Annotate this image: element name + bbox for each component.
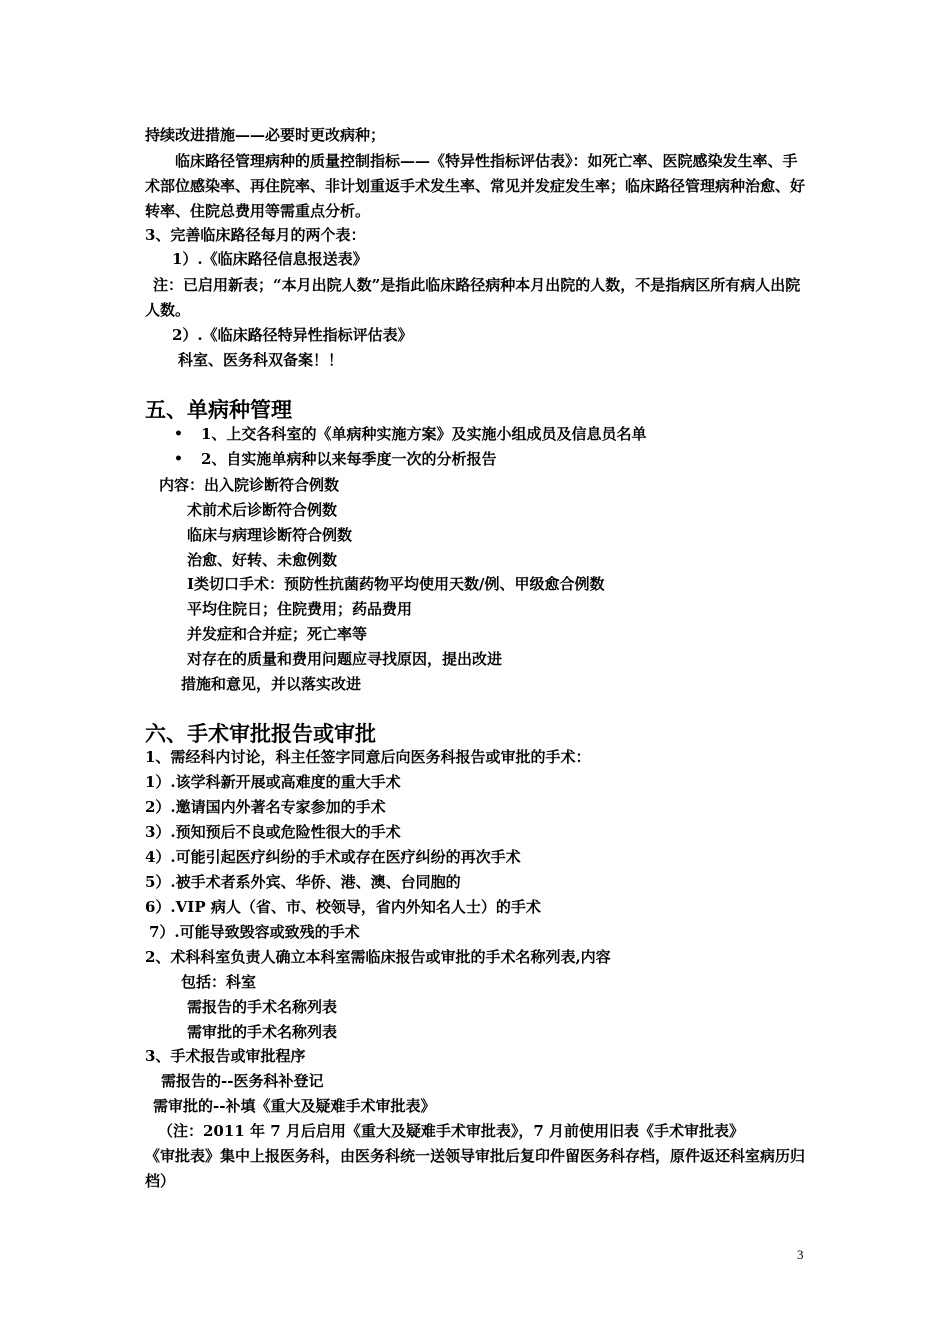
section6-item3-approve: 需审批的--补填《重大及疑难手术审批表》: [153, 1097, 436, 1115]
page-number: 3: [797, 1247, 804, 1262]
section6-list-item: 7）.可能导致毁容或致残的手术: [149, 923, 360, 941]
item3-sub2: 2）.《临床路径特异性指标评估表》: [172, 326, 413, 344]
section5-content-last: 措施和意见，并以落实改进: [181, 675, 362, 693]
section5-bullet: 2、自实施单病种以来每季度一次的分析报告: [201, 450, 497, 468]
section6-list-item: 4）.可能引起医疗纠纷的手术或存在医疗纠纷的再次手术: [145, 848, 521, 866]
section6-item2-include: 包括：科室: [181, 973, 257, 991]
section6-title: 六、手术审批报告或审批: [145, 721, 376, 746]
section5-title: 五、单病种管理: [145, 397, 292, 422]
section5-content-item: 临床与病理诊断符合例数: [187, 526, 353, 544]
bullet-dot: •: [174, 451, 183, 467]
item3-filing: 科室、医务科双备案！！: [178, 351, 344, 369]
section6-list-item: 1）.该学科新开展或高难度的重大手术: [145, 773, 401, 791]
section5-content-item: 术前术后诊断符合例数: [187, 501, 338, 519]
section5-content-item: 治愈、好转、未愈例数: [187, 551, 338, 569]
section6-item2-list: 需报告的手术名称列表: [187, 998, 338, 1016]
section5-content-item: 并发症和合并症；死亡率等: [187, 625, 368, 643]
section6-list-item: 3）.预知预后不良或危险性很大的手术: [145, 823, 401, 841]
section5-content-item: 平均住院日；住院费用；药品费用: [187, 600, 413, 618]
section5-content-label: 内容：出入院诊断符合例数: [159, 476, 340, 494]
section5-content-item: 对存在的质量和费用问题应寻找原因，提出改进: [187, 650, 503, 668]
section6-item3: 3、手术报告或审批程序: [145, 1047, 306, 1065]
section5-content-item: Ⅰ类切口手术：预防性抗菌药物平均使用天数/例、甲级愈合例数: [187, 575, 605, 593]
section6-item3-note: （注：2011 年 7 月后启用《重大及疑难手术审批表》，7 月前使用旧表《手术审批表》: [158, 1122, 745, 1140]
indicators-paragraph: 临床路径管理病种的质量控制指标——《特异性指标评估表》：如死亡率、医院感染发生率、手术部位感染率、再住院率、非计划重返手术发生率、常见并发症发生率；临床路径管理病种治愈、好转率、住院总费用等需重点分析。: [145, 152, 806, 220]
item3-sub1: 1）.《临床路径信息报送表》: [172, 250, 368, 268]
item3-title: 3、完善临床路径每月的两个表：: [145, 226, 366, 244]
section6-item3-note: 《审批表》集中上报医务科，由医务科统一送领导审批后复印件留医务科存档，原件返还科室病历归档）: [145, 1147, 806, 1190]
section5-bullet: 1、上交各科室的《单病种实施方案》及实施小组成员及信息员名单: [201, 425, 647, 443]
item3-note: 注：已启用新表；“本月出院人数”是指此临床路径病种本月出院的人数，不是指病区所有病人出院人数。: [145, 276, 801, 319]
section6-item3-report: 需报告的--医务科补登记: [161, 1072, 324, 1090]
section6-item2: 2、术科科室负责人确立本科室需临床报告或审批的手术名称列表,内容: [145, 948, 611, 966]
section6-item2-list: 需审批的手术名称列表: [187, 1023, 338, 1041]
section6-item1: 1、需经科内讨论，科主任签字同意后向医务科报告或审批的手术：: [145, 748, 591, 766]
section6-list-item: 6）.VIP 病人（省、市、校领导，省内外知名人士）的手术: [145, 898, 541, 916]
section6-list-item: 5）.被手术者系外宾、华侨、港、澳、台同胞的: [145, 873, 461, 891]
text-line: 持续改进措施——必要时更改病种；: [145, 126, 386, 144]
bullet-dot: •: [174, 426, 183, 442]
section6-list-item: 2）.邀请国内外著名专家参加的手术: [145, 798, 386, 816]
